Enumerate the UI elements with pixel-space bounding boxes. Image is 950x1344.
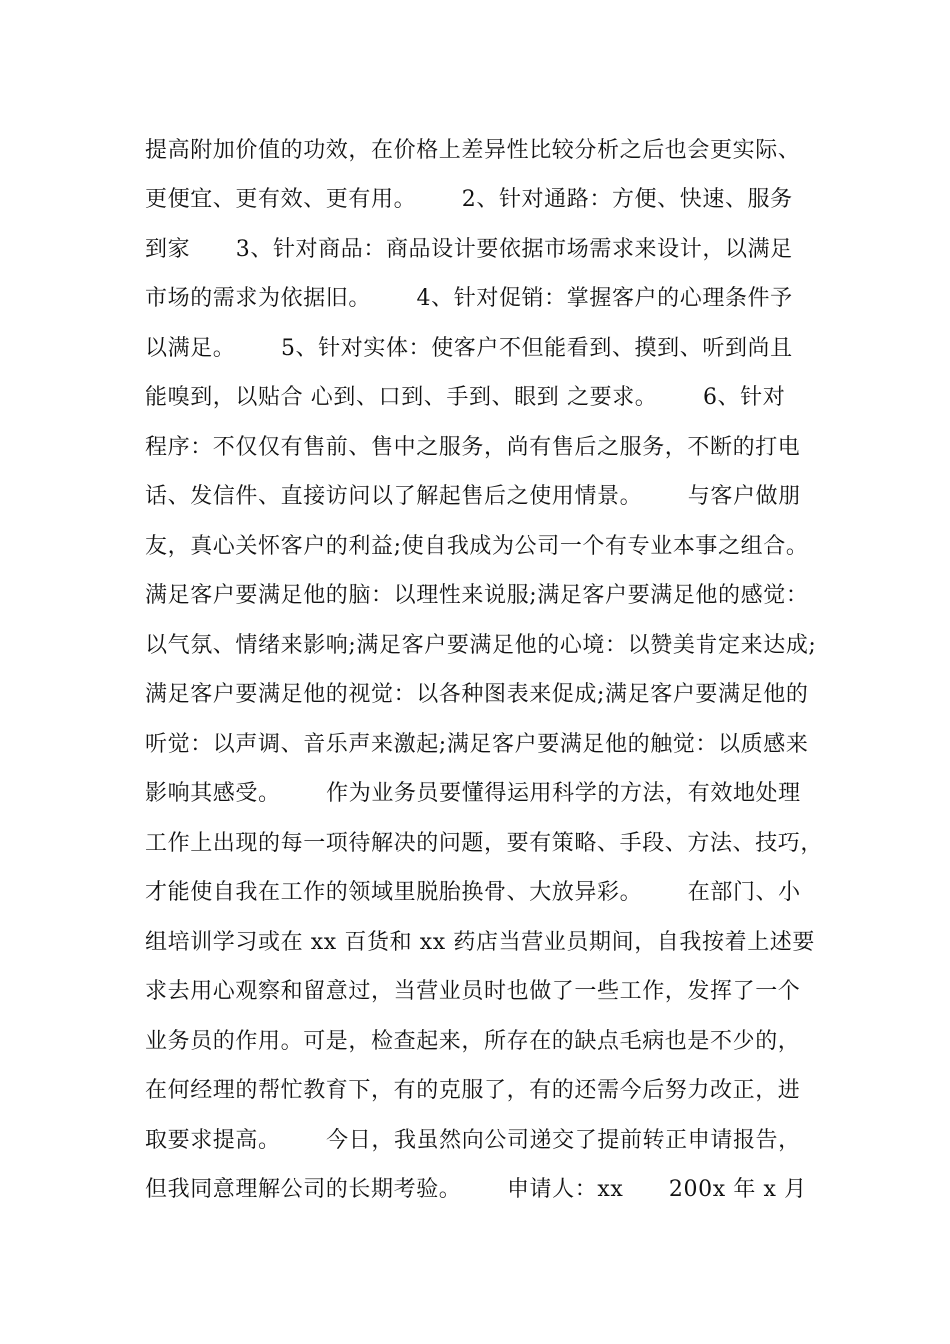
body-text-line: 工作上出现的每一项待解决的问题，要有策略、手段、方法、技巧，	[145, 831, 824, 856]
body-text-line: 提高附加价值的功效，在价格上差异性比较分析之后也会更实际、	[145, 138, 801, 163]
body-text-line: 话、发信件、直接访问以了解起售后之使用情景。 与客户做朋	[145, 484, 801, 509]
body-text-line: 以满足。 5、针对实体：使客户不但能看到、摸到、听到尚且	[145, 336, 793, 361]
body-text-line: 听觉：以声调、音乐声来激起;满足客户要满足他的触觉：以质感来	[145, 732, 809, 757]
body-text-line: 求去用心观察和留意过，当营业员时也做了一些工作，发挥了一个	[145, 979, 801, 1004]
body-text-line: 业务员的作用。可是，检查起来，所存在的缺点毛病也是不少的，	[145, 1029, 801, 1054]
body-text-line: 友，真心关怀客户的利益;使自我成为公司一个有专业本事之组合。	[145, 534, 809, 559]
body-text-line: 才能使自我在工作的领域里脱胎换骨、大放异彩。 在部门、小	[145, 880, 801, 905]
body-text-line: 到家 3、针对商品：商品设计要依据市场需求来设计，以满足	[145, 237, 793, 262]
body-text-line: 程序：不仅仅有售前、售中之服务，尚有售后之服务，不断的打电	[145, 435, 801, 460]
body-text-line: 市场的需求为依据旧。 4、针对促销：掌握客户的心理条件予	[145, 286, 793, 311]
body-text-line: 以气氛、情绪来影响;满足客户要满足他的心境：以赞美肯定来达成;	[145, 633, 817, 658]
body-text-line: 在何经理的帮忙教育下，有的克服了，有的还需今后努力改正，进	[145, 1078, 801, 1103]
body-text-line: 但我同意理解公司的长期考验。 申请人：xx 200x 年 x 月	[145, 1177, 807, 1202]
body-text-line: 取要求提高。 今日，我虽然向公司递交了提前转正申请报告，	[145, 1128, 801, 1153]
body-text-line: 能嗅到，以贴合 心到、口到、手到、眼到 之要求。 6、针对	[145, 385, 786, 410]
body-text-line: 满足客户要满足他的视觉：以各种图表来促成;满足客户要满足他的	[145, 682, 809, 707]
body-text-line: 组培训学习或在 xx 百货和 xx 药店当营业员期间，自我按着上述要	[145, 930, 816, 955]
body-text-line: 影响其感受。 作为业务员要懂得运用科学的方法，有效地处理	[145, 781, 801, 806]
body-text-line: 更便宜、更有效、更有用。 2、针对通路：方便、快速、服务	[145, 187, 793, 212]
body-text-line: 满足客户要满足他的脑：以理性来说服;满足客户要满足他的感觉：	[145, 583, 809, 608]
